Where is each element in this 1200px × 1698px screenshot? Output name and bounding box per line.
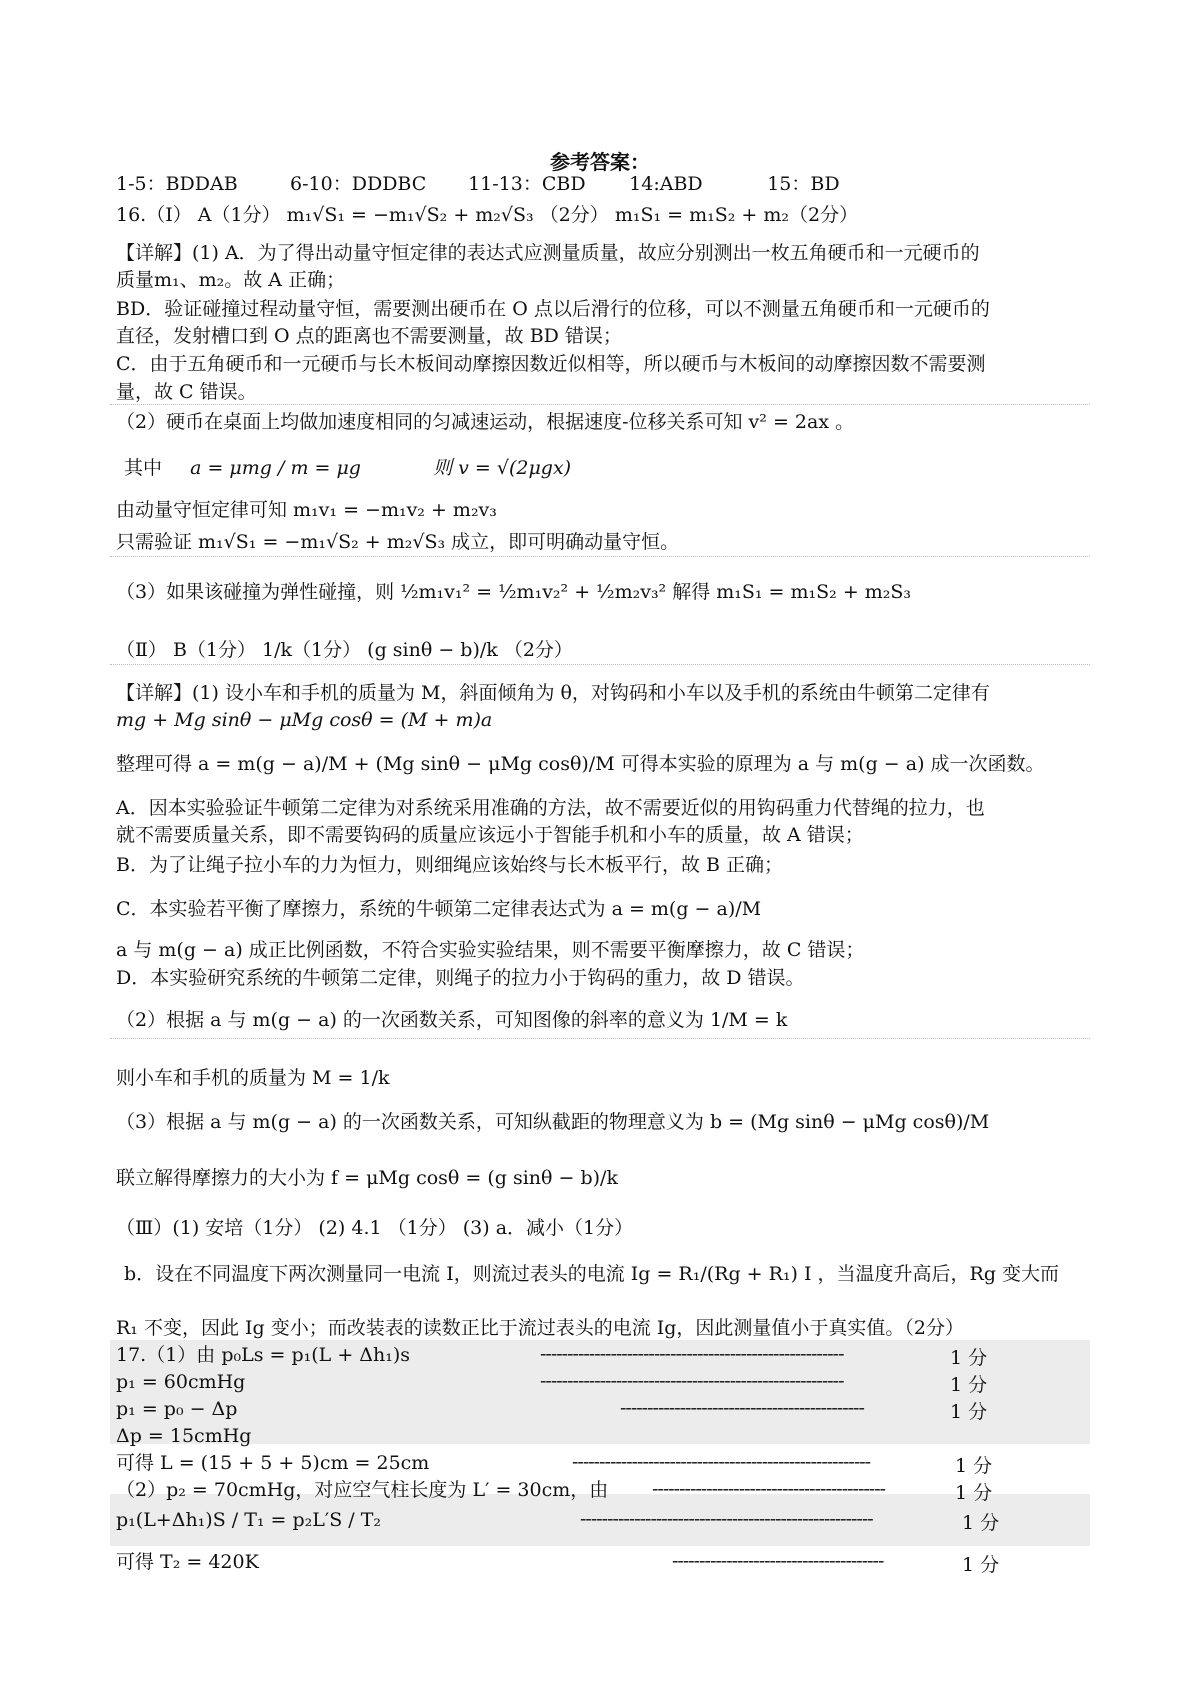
q17-dashes: ------------------------------------------------------ <box>580 1508 873 1530</box>
q16-detail-line: 量，故 C 错误。 <box>116 381 257 403</box>
q16-detail-line: （2）根据 a 与 m(g − a) 的一次函数关系，可知图像的斜率的意义为 1/M = k <box>116 1009 788 1031</box>
q17-score: 1 分 <box>962 1512 1000 1534</box>
page-title: 参考答案： <box>550 150 650 174</box>
q16-formula: mg + Mg sinθ − μMg cosθ = (M + m)a <box>116 709 493 731</box>
q16-detail-line: （2）硬币在桌面上均做加速度相同的匀减速运动，根据速度-位移关系可知 v² = 2ax 。 <box>116 411 855 433</box>
answer-6-10: 6-10：DDDBC <box>290 173 427 195</box>
answer-11-13: 11-13：CBD <box>468 173 586 195</box>
divider <box>110 664 1090 665</box>
answer-1-5: 1-5：BDDAB <box>116 173 238 195</box>
q16-detail-line: 联立解得摩擦力的大小为 f = μMg cosθ = (g sinθ − b)/k <box>116 1167 618 1189</box>
divider <box>110 1038 1090 1039</box>
q16-detail-line: R₁ 不变，因此 Ig 变小；而改装表的读数正比于流过表头的电流 Ig，因此测量值小于真实值。（2分） <box>116 1317 965 1339</box>
q16-detail-line: 【详解】(1) A．为了得出动量守恒定律的表达式应测量质量，故应分别测出一枚五角硬币和一元硬币的 <box>116 242 980 264</box>
q17-line: p₁(L+Δh₁)S / T₁ = p₂L′S / T₂ <box>116 1509 381 1531</box>
formula-acceleration: a = μmg / m = μg <box>190 457 361 479</box>
q16-part3-answer: （Ⅲ）(1) 安培（1分） (2) 4.1 （1分） (3) a．减小（1分） <box>116 1217 634 1239</box>
q16-formula-row <box>124 456 571 480</box>
q16-part2-answer: （Ⅱ） B（1分） 1/k（1分） (g sinθ − b)/k （2分） <box>116 639 573 661</box>
answer-15: 15：BD <box>767 173 840 195</box>
q16-detail-line: BD．验证碰撞过程动量守恒，需要测出硬币在 O 点以后滑行的位移，可以不测量五角硬币和一元硬币的 <box>116 298 990 320</box>
q17-line: 17.（1）由 p₀Ls = p₁(L + Δh₁)s <box>116 1344 411 1366</box>
formula-prefix: 其中 <box>124 457 163 479</box>
q17-dashes: -------------------------------------------------------- <box>540 1343 844 1365</box>
q17-score: 1 分 <box>950 1401 988 1423</box>
q16-detail-line: A．因本实验验证牛顿第二定律为对系统采用准确的方法，故不需要近似的用钩码重力代替绳的拉力，也 <box>116 797 985 819</box>
q17-dashes: --------------------------------------------- <box>620 1397 864 1419</box>
q17-line: 可得 L = (15 + 5 + 5)cm = 25cm <box>116 1452 430 1474</box>
answer-key-row <box>116 172 840 196</box>
q16-detail-line: C．本实验若平衡了摩擦力，系统的牛顿第二定律表达式为 a = m(g − a)/M <box>116 898 762 920</box>
q16-detail-line: 由动量守恒定律可知 m₁v₁ = −m₁v₂ + m₂v₃ <box>116 499 497 521</box>
q16-detail-line: D．本实验研究系统的牛顿第二定律，则绳子的拉力小于钩码的重力，故 D 错误。 <box>116 967 805 989</box>
q17-dashes: ------------------------------------------------------- <box>572 1451 871 1473</box>
q17-score: 1 分 <box>955 1482 993 1504</box>
q17-dashes: ------------------------------------------- <box>652 1478 886 1500</box>
q17-dashes: --------------------------------------- <box>672 1550 884 1572</box>
q16-detail-line: b．设在不同温度下两次测量同一电流 I，则流过表头的电流 Ig = R₁/(Rg + R₁) I ，当温度升高后，Rg 变大而 <box>124 1263 1060 1285</box>
q16-detail-line: （3）如果该碰撞为弹性碰撞，则 ½m₁v₁² = ½m₁v₂² + ½m₂v₃² 解得 m₁S₁ = m₁S₂ + m₂S₃ <box>116 581 912 603</box>
q17-score: 1 分 <box>962 1554 1000 1576</box>
divider <box>110 556 1090 557</box>
divider <box>110 404 1090 405</box>
answer-14: 14:ABD <box>629 173 703 195</box>
q16-detail-line: 直径，发射槽口到 O 点的距离也不需要测量，故 BD 错误； <box>116 325 622 347</box>
q16-detail-line: 就不需要质量关系，即不需要钩码的质量应该远小于智能手机和小车的质量，故 A 错误； <box>116 824 864 846</box>
q16-detail-line: 只需验证 m₁√S₁ = −m₁√S₂ + m₂√S₃ 成立，即可明确动量守恒。 <box>116 531 680 553</box>
q17-score: 1 分 <box>950 1374 988 1396</box>
q17-line: 可得 T₂ = 420K <box>116 1551 259 1573</box>
formula-velocity: 则 v = √(2μgx) <box>433 457 572 479</box>
q17-line: p₁ = 60cmHg <box>116 1371 246 1393</box>
q17-line: （2）p₂ = 70cmHg，对应空气柱长度为 L′ = 30cm，由 <box>116 1479 609 1501</box>
q16-detail-line: a 与 m(g − a) 成正比例函数，不符合实验实验结果，则不需要平衡摩擦力，故 C 错误； <box>116 939 865 961</box>
q17-line: p₁ = p₀ − Δp <box>116 1398 238 1420</box>
q17-score: 1 分 <box>950 1347 988 1369</box>
q16-detail-line: （3）根据 a 与 m(g − a) 的一次函数关系，可知纵截距的物理意义为 b = (Mg sinθ − μMg cosθ)/M <box>116 1111 990 1133</box>
q17-score: 1 分 <box>955 1455 993 1477</box>
q16-part1-answer: 16.（Ⅰ） A（1分） m₁√S₁ = −m₁√S₂ + m₂√S₃ （2分） m₁S₁ = m₁S₂ + m₂（2分） <box>116 204 859 226</box>
q17-line: Δp = 15cmHg <box>116 1425 252 1447</box>
q16-detail-line: 整理可得 a = m(g − a)/M + (Mg sinθ − μMg cosθ)/M 可得本实验的原理为 a 与 m(g − a) 成一次函数。 <box>116 753 1045 775</box>
q16-detail-line: 质量m₁、m₂。故 A 正确； <box>116 269 346 291</box>
q17-dashes: -------------------------------------------------------- <box>540 1370 844 1392</box>
q16-detail-line: C．由于五角硬币和一元硬币与长木板间动摩擦因数近似相等，所以硬币与木板间的动摩擦因数不需要测 <box>116 353 986 375</box>
q16-detail-line: 则小车和手机的质量为 M = 1/k <box>116 1067 390 1089</box>
q16-detail-line: 【详解】(1) 设小车和手机的质量为 M，斜面倾角为 θ，对钩码和小车以及手机的系统由牛顿第二定律有 <box>116 682 990 704</box>
q16-detail-line: B．为了让绳子拉小车的力为恒力，则细绳应该始终与长木板平行，故 B 正确； <box>116 854 784 876</box>
